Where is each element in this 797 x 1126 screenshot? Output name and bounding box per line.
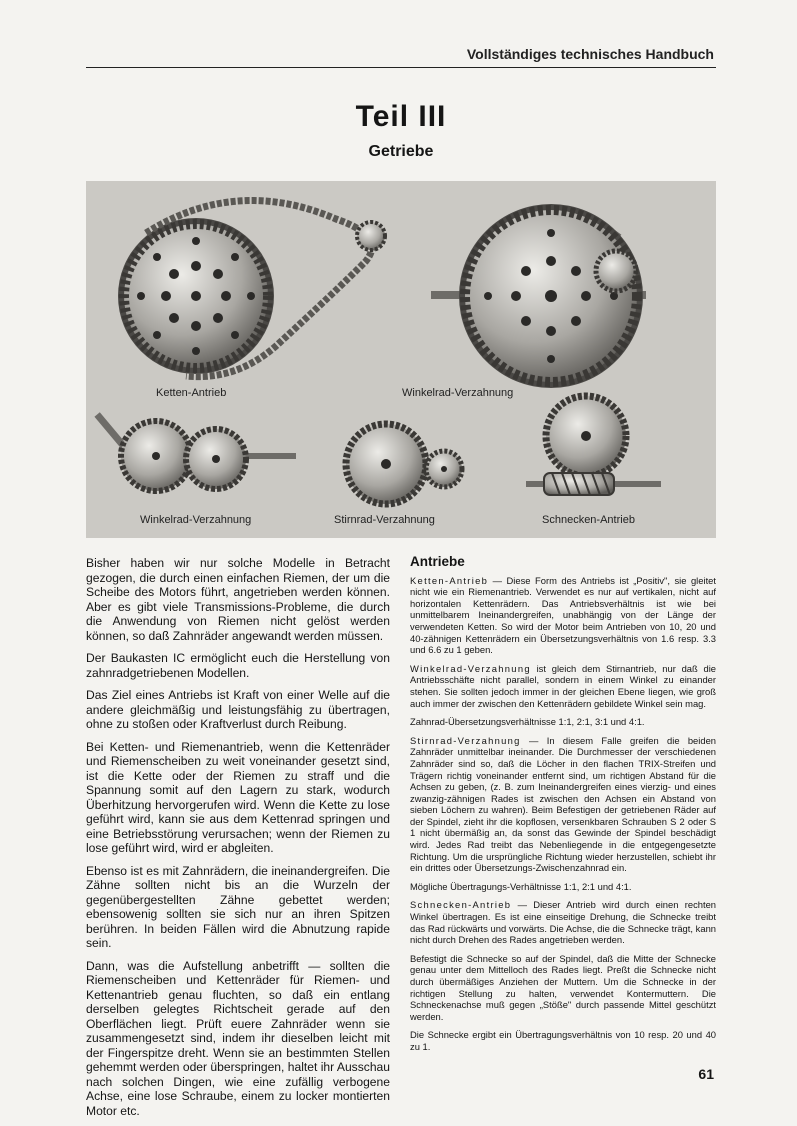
- term-bevel-gear: Winkelrad-Verzahnung: [410, 662, 531, 674]
- section-heading: Antriebe: [410, 554, 465, 569]
- paragraph: [410, 735, 716, 874]
- caption-spur-gear: Stirnrad-Verzahnung: [334, 514, 435, 526]
- header-rule: [86, 67, 716, 68]
- paragraph: [410, 663, 716, 709]
- right-column: [410, 556, 716, 1060]
- spur-gear-text: — In diesem Falle greifen die beiden Zahnräder unmittelbar ineinander. Die Durchmesser der verschiedenen Zahnräder sind so, daß die Löcher in den flachen TRIX-Streifen und Trägern richtig voneinander entfernt sind, um richtigen Abstand für die Achsen zu geben, (z. B. zum Ineinandergreifen eines vierzig- und eines zwanzig-zähnigen Rades ist zwischen den Achsen ein Abstand von sieben Löchern zu wahren). Beim Befestigen der getriebenen Räder auf der Spindel, zieht ihr die kopflosen, versenkbaren Schrauben S 2 oder S 1 nicht übermäßig an, da sonst das Gewinde der Spindel beschädigt wird. Jedes Rad treibt das Nebenliegende in die entgegengesetzte Richtung. Um die ursprüngliche Richtung wieder herzustellen, schiebt ihr ein drittes oder Übersetzungs-Zwischenzahnrad ein.: [410, 734, 716, 874]
- paragraph: Der Baukasten IC ermöglicht euch die Herstellung von zahnradgetriebenen Modellen.: [86, 651, 390, 680]
- term-chain-drive: Ketten-Antrieb: [410, 574, 489, 586]
- caption-bevel-gear-small: Winkelrad-Verzahnung: [140, 514, 252, 526]
- part-title: Teil III: [355, 100, 447, 133]
- paragraph: Zahnrad-Übersetzungsverhältnisse 1:1, 2:1, 3:1 und 4:1.: [410, 716, 645, 728]
- paragraph: Das Ziel eines Antriebs ist Kraft von einer Welle auf die andere gleichmäßig und leistungsfähig zu übertragen, ohne zu stoßen oder Kraftverlust durch Reibung.: [86, 688, 390, 731]
- term-spur-gear: Stirnrad-Verzahnung: [410, 734, 521, 746]
- paragraph: Dann, was die Aufstellung anbetrifft — sollten die Riemenscheiben und Kettenräder für Riemen- und Kettenantrieb genau fluchten, so daß ein entlang derselben gelegtes Richtscheit gerade auf den Oberflächen liegt. Prüft euere Zahnräder wenn sie zusammengesetzt sind, indem ihr dieselben leicht mit der Fingerspitze dreht. Wenn sie an bestimmten Stellen gehemmt werden oder überspringen, haltet ihr Ausschau nach solchen Dingen, wie eine zufällig verbogene Achse, eine lose Schraube, einem zu locker montierten Motor etc.: [86, 958, 390, 1118]
- caption-chain-drive: Ketten-Antrieb: [156, 387, 227, 399]
- chain-drive-text: — Diese Form des Antriebs ist „Positiv", sie gleitet nicht wie ein Riemenantrieb. Verwendet es nur auf vertikalen, nicht auf horizontalen Kettenrädern. Das Antriebsverhältnis ist wie bei unmittelbarem Ineinandergreifen, unabhängig von der Länge der verwendeten Ketten. So wird der Motor beim Antrieben von 10, 20 und 40-zähnigen Kettenrädern ein Übersetzungsverhältnis von 1.6 resp. 3.3 und 6.6 zu 1 geben.: [410, 574, 716, 656]
- paragraph: Bei Ketten- und Riemenantrieb, wenn die Kettenräder und Riemenscheiben zu weit voneinander gesetzt sind, ist die Kette oder der Riemen zu straff und die Spannung somit auf den Lagern zu stark, wodurch Überhitzung hervorgerufen wird. Wenn die Kette zu lose geführt wird, kann sie aus dem Kettenrad springen und eine Betriebsstörung verursachen; wenn der Riemen zu lose geführt wird, wird er abgleiten.: [86, 739, 390, 855]
- paragraph: Ebenso ist es mit Zahnrädern, die ineinandergreifen. Die Zähne sollten nicht bis an die Wurzeln der gegenübergestellten Zähne gebettet werden; ebensowenig sollten sie sich nur an ihren Spitzen berühren. In beiden Fällen wird die Abnutzung rapide sein.: [86, 863, 390, 950]
- left-column: [86, 556, 390, 1126]
- bevel-gear-text: ist gleich dem Stirnantrieb, nur daß die Antriebsschäfte nicht parallel, sondern in einem Winkel zu einander stehen. Sie sollten jedoch immer in der gleichen Ebene liegen, wie groß auch immer der zwischen den Kettenrädern gebildete Winkel sein mag.: [410, 662, 716, 709]
- part-subtitle: Getriebe: [368, 143, 434, 160]
- term-worm-drive: Schnecken-Antrieb: [410, 899, 512, 911]
- gears-photo: [86, 181, 716, 538]
- paragraph: [410, 899, 716, 945]
- paragraph: [410, 575, 716, 656]
- page-number: 61: [698, 1066, 714, 1082]
- paragraph: Mögliche Übertragungs-Verhältnisse 1:1, 2:1 und 4:1.: [410, 880, 632, 892]
- paragraph: Die Schnecke ergibt ein Übertragungsverhältnis von 10 resp. 20 und 40 zu 1.: [410, 1029, 716, 1052]
- running-header: Vollständiges technisches Handbuch: [466, 46, 714, 62]
- worm-drive-text: — Dieser Antrieb wird durch einen rechten Winkel übertragen. Es ist eine einseitige Drehung, die Schnecke treibt das Rad rückwärts und vorwärts. Die Achse, die die Schnecke trägt, kann nicht durch Drehen des Rades angetrieben werden.: [410, 899, 716, 946]
- caption-bevel-gear: Winkelrad-Verzahnung: [402, 387, 514, 399]
- paragraph: Bisher haben wir nur solche Modelle in Betracht gezogen, die durch einen einfachen Riemen, der um die Scheibe des Motors führt, angetrieben werden können. Aber es gibt viele Transmissions-Probleme, die durch die Anwendung von Riemen nicht gelöst werden können, so daß Zahnräder angewandt werden müssen.: [86, 556, 390, 643]
- caption-worm-drive: Schnecken-Antrieb: [542, 514, 635, 526]
- paragraph: Befestigt die Schnecke so auf der Spindel, daß die Mitte der Schnecke genau unter dem Mittelloch des Rades liegt. Preßt die Schnecke nicht durch übermäßiges Anziehen der Muttern. Um die Schnecke in der richtigen Stellung zu halten, verwendet Kontermuttern. Die Schneckenachse muß gegen „Stöße" durch passende Mittel geschützt werden.: [410, 952, 716, 1022]
